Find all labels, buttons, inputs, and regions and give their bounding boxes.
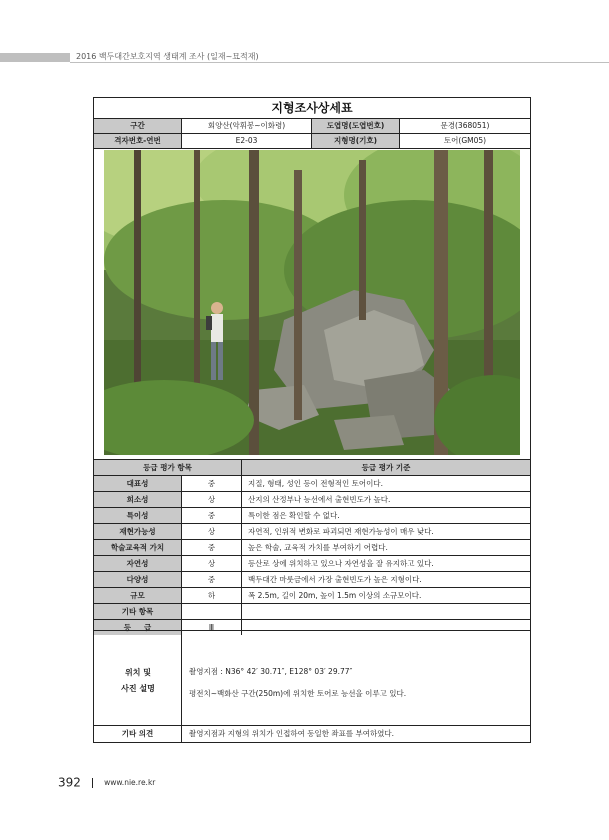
website-link[interactable]: www.nie.re.kr [104,778,156,787]
grading-item-name: 자연성 [94,556,182,571]
other-opinion-text: 촬영지점과 지형의 위치가 인접하여 동일한 좌표를 부여하였다. [189,729,395,738]
header-accent-bar [0,53,70,62]
photo-point-coordinates: 촬영지점 : N36° 42′ 30.71″, E128° 03′ 29.77″ [189,667,353,676]
grading-row [94,491,530,507]
grading-item-name: 학술교육적 가치 [94,540,182,555]
grading-item-description [242,604,530,619]
grading-item-grade: 중 [182,540,242,555]
grading-row [94,603,530,619]
grading-header-row [94,459,530,475]
grid-number-value: E2-03 [182,134,312,148]
other-opinion-label: 기타 의견 [94,726,182,742]
grading-item-name: 대표성 [94,476,182,491]
grading-item-name: 재현가능성 [94,524,182,539]
grading-row [94,523,530,539]
location-label-line1: 위치 및 [125,668,151,677]
location-section [94,630,530,726]
grading-item-description: 등산로 상에 위치하고 있으나 자연성을 잘 유지하고 있다. [248,559,434,568]
other-opinion-row [94,726,530,742]
grading-item-name: 다양성 [94,572,182,587]
terrain-name-value: 토어(GM05) [443,136,487,145]
location-label [94,631,182,725]
grading-item-description: 높은 학술, 교육적 가치를 부여하기 어렵다. [248,543,388,552]
grading-item-description: 백두대간 마룻금에서 가장 출현빈도가 높은 지형이다. [248,575,422,584]
header-rule [70,62,609,63]
footer-divider [92,778,93,788]
grading-row [94,507,530,523]
grading-row [94,571,530,587]
form-title: 지형조사상세표 [94,98,530,119]
grid-number-label: 격자번호-연번 [94,134,182,148]
grading-item-grade: 상 [182,524,242,539]
grading-item-grade: 하 [182,588,242,603]
map-sheet-value: 문경(368051) [440,121,490,130]
section-label: 구간 [94,119,182,133]
grading-item-description: 폭 2.5m, 길이 20m, 높이 1.5m 이상의 소규모이다. [248,591,422,600]
grading-row [94,539,530,555]
grading-item-grade: 상 [182,556,242,571]
info-row-grid [94,134,530,149]
grading-item-grade: 중 [182,508,242,523]
grading-item-grade [182,604,242,619]
grading-row [94,587,530,603]
location-label-line2: 사진 설명 [121,684,155,693]
grading-item-header: 등급 평가 항목 [94,460,242,475]
final-grade-value: Ⅲ [182,620,242,635]
running-header-text: 2016 백두대간보호지역 생태계 조사 (일재~묘적재) [76,52,259,61]
location-description [189,661,406,705]
grading-item-grade: 중 [182,572,242,587]
grading-row [94,555,530,571]
section-value: 회양산(악휘봉~이화령) [182,119,312,133]
grading-item-description: 자연적, 인위적 변화로 파괴되면 재현가능성이 매우 낮다. [248,527,434,536]
final-grade-label: 등 급 [94,620,182,635]
grading-item-name: 특이성 [94,508,182,523]
terrain-survey-form [93,97,531,743]
running-header [0,49,609,65]
grading-item-description: 지질, 형태, 성인 등이 전형적인 토어이다. [248,479,383,488]
grading-item-grade: 상 [182,492,242,507]
grading-criteria-header: 등급 평가 기준 [242,460,530,475]
map-sheet-label: 도엽명(도엽번호) [312,119,400,133]
page-footer [58,772,156,790]
terrain-name-label: 지형명(기호) [312,134,400,148]
grading-item-name: 기타 항목 [94,604,182,619]
location-explanation: 평전치~백화산 구간(250m)에 위치한 토어로 능선을 이루고 있다. [189,689,407,698]
grading-item-name: 희소성 [94,492,182,507]
info-row-section [94,119,530,134]
page-number: 392 [58,775,81,790]
grading-item-grade: 중 [182,476,242,491]
forest-photo-illustration [104,150,520,455]
site-photo [104,150,520,455]
grading-item-description: 특이한 점은 확인할 수 없다. [248,511,340,520]
grading-row [94,475,530,491]
grading-item-description: 산지의 산정부나 능선에서 출현빈도가 높다. [248,495,391,504]
grading-item-name: 규모 [94,588,182,603]
